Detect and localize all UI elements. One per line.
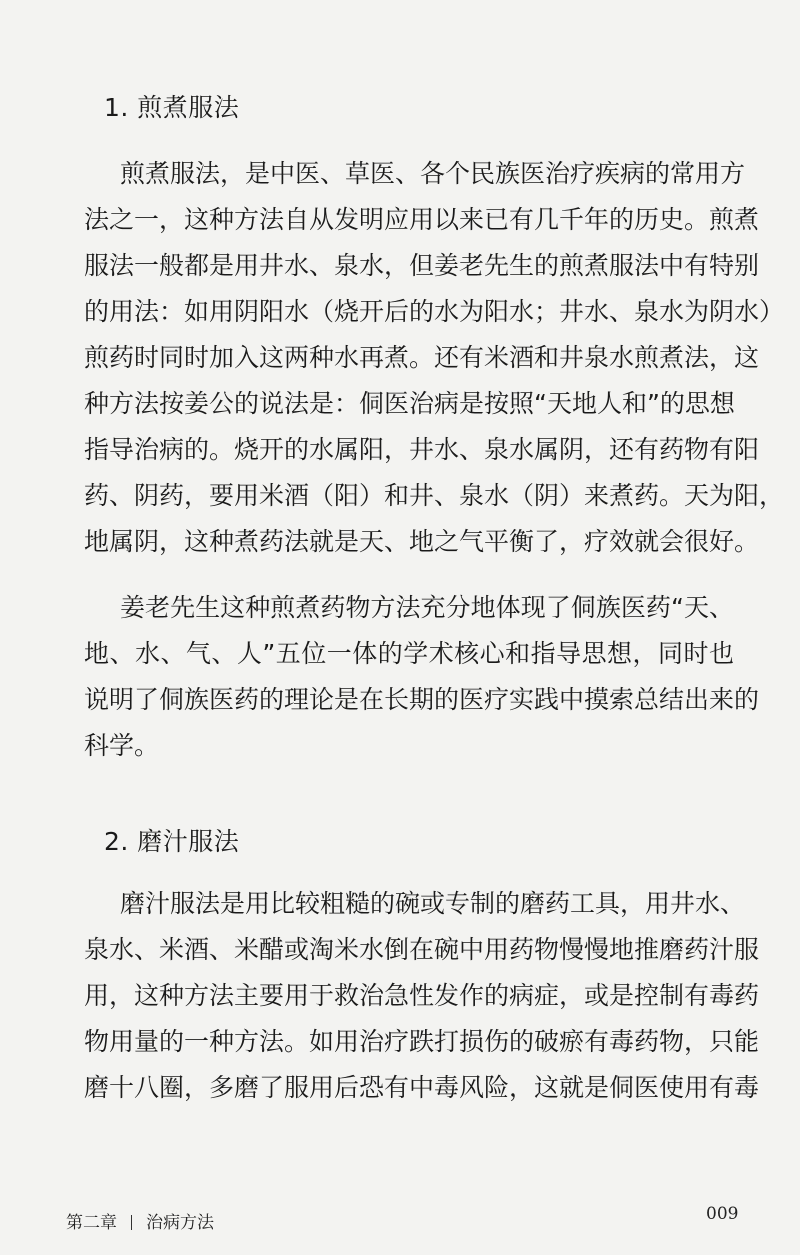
paragraph-line: 法之一，这种方法自从发明应用以来已有几千年的历史。煎煮 — [84, 205, 760, 234]
paragraph-line: 磨十八圈，多磨了服用后恐有中毒风险，这就是侗医使用有毒 — [84, 1073, 760, 1102]
paragraph-line: 服法一般都是用井水、泉水，但姜老先生的煎煮服法中有特别 — [84, 251, 760, 280]
paragraph-line: 说明了侗族医药的理论是在长期的医疗实践中摸索总结出来的 — [84, 685, 760, 714]
paragraph-line: 物用量的一种方法。如用治疗跌打损伤的破瘀有毒药物，只能 — [84, 1027, 760, 1056]
paragraph-line: 地、水、气、人”五位一体的学术核心和指导思想，同时也 — [84, 639, 734, 668]
section-heading-2: 2. 磨汁服法 — [104, 827, 240, 856]
running-footer — [66, 1208, 214, 1233]
page-number: 009 — [706, 1204, 739, 1224]
paragraph-line: 科学。 — [84, 731, 160, 760]
paragraph-line: 的用法：如用阴阳水（烧开后的水为阳水；井水、泉水为阴水） — [84, 297, 785, 326]
paragraph-line: 煎煮服法，是中医、草医、各个民族医治疗疾病的常用方 — [120, 159, 746, 188]
footer-chapter: 第二章 — [66, 1213, 117, 1233]
paragraph-line: 磨汁服法是用比较粗糙的碗或专制的磨药工具，用井水、 — [120, 889, 746, 918]
footer-chapter-title: 治病方法 — [146, 1213, 214, 1233]
paragraph-line: 指导治病的。烧开的水属阳，井水、泉水属阴，还有药物有阳 — [84, 435, 760, 464]
paragraph-line: 用，这种方法主要用于救治急性发作的病症，或是控制有毒药 — [84, 981, 760, 1010]
paragraph-line: 药、阴药，要用米酒（阳）和井、泉水（阴）来煮药。天为阳， — [84, 481, 785, 510]
footer-divider — [131, 1215, 132, 1230]
paragraph-line: 煎药时同时加入这两种水再煮。还有米酒和井泉水煎煮法，这 — [84, 343, 760, 372]
paragraph-line: 种方法按姜公的说法是：侗医治病是按照“天地人和”的思想 — [84, 389, 735, 418]
section-heading-1: 1. 煎煮服法 — [104, 93, 240, 122]
paragraph-line: 姜老先生这种煎煮药物方法充分地体现了侗族医药“天、 — [120, 593, 734, 622]
paragraph-line: 地属阴，这种煮药法就是天、地之气平衡了，疗效就会很好。 — [84, 527, 760, 556]
paragraph-line: 泉水、米酒、米醋或淘米水倒在碗中用药物慢慢地推磨药汁服 — [84, 935, 760, 964]
